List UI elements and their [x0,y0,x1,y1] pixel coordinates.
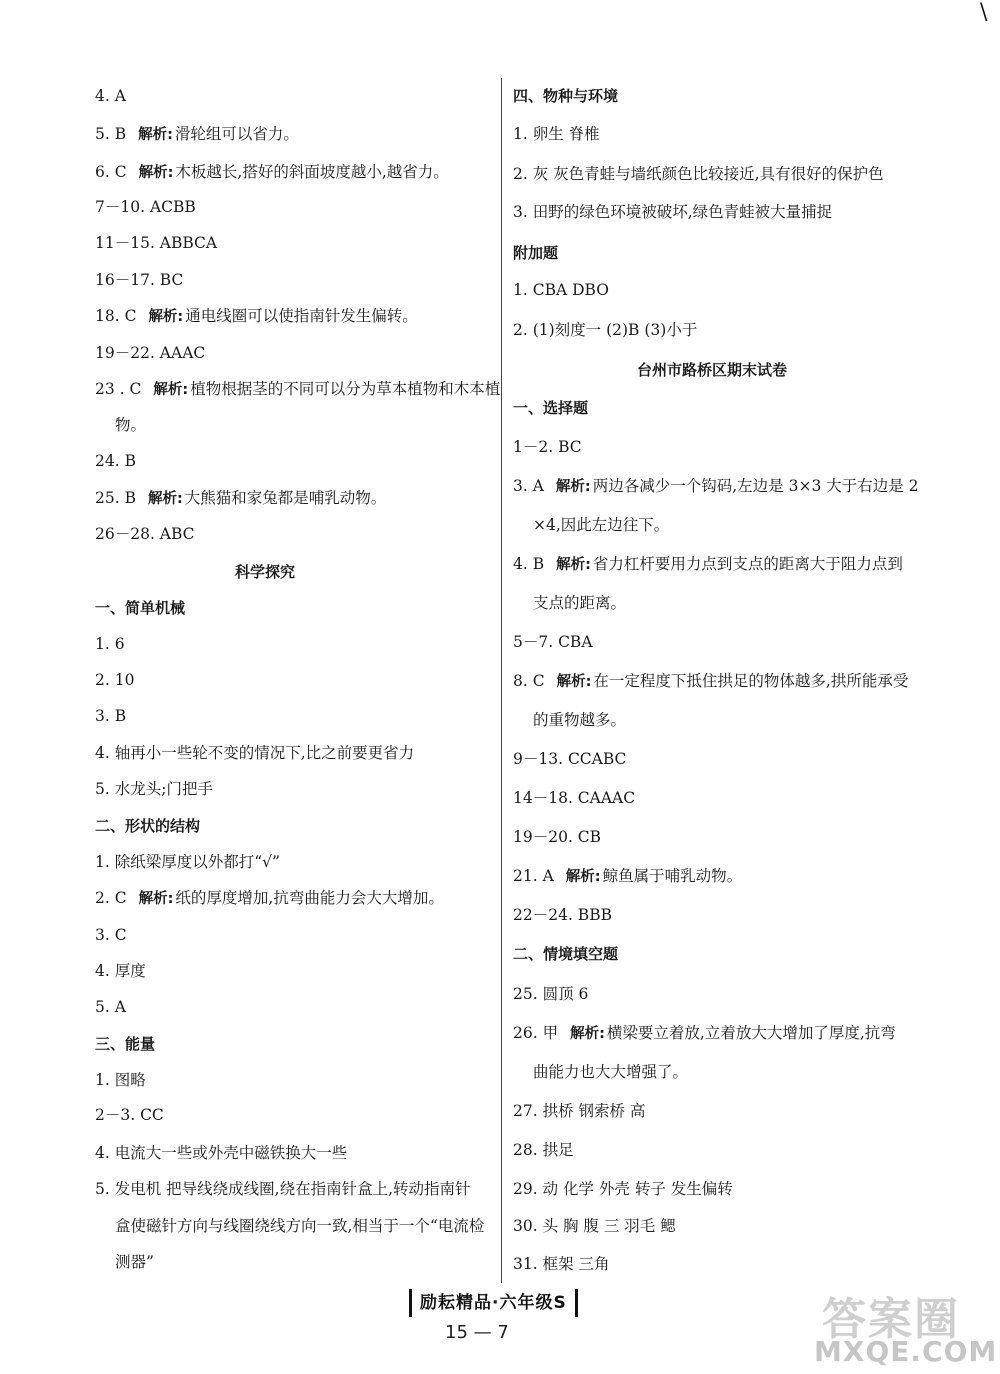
answer-line [513,671,908,691]
answer-line [513,164,884,184]
watermark [802,1283,998,1369]
answer-number: 2－3. CC [95,1106,164,1124]
footer-brand: 励耘精品·六年级S [409,1289,578,1317]
answer-line [513,632,605,652]
answer-line [513,827,613,847]
answer-text: 三、能量 [95,1035,156,1053]
answer-text: 3. 田野的绿色环境被破坏,绿色青蛙被大量捕捉 [513,203,833,221]
answer-number: 3. A [513,477,544,495]
answer-text: 29. 动 化学 外壳 转子 发生偏转 [513,1180,733,1198]
answer-line [513,280,609,300]
answer-text: 1. CBA DBO [513,281,609,299]
answer-line [533,710,626,730]
answer-text: 木板越长,搭好的斜面坡度越小,越省力。 [175,163,449,181]
answer-text: 的重物越多。 [533,711,627,729]
answer-line [513,202,832,222]
answer-number: 2. 10 [95,671,135,689]
answer-line [533,515,669,535]
answer-text: 4. 电流大一些或外壳中磁铁换大一些 [95,1144,348,1162]
answer-text: 1. 除纸梁厚度以外都打“√” [95,853,280,871]
answer-number: 19－20. CB [513,828,602,846]
answer-number: 4. B [513,555,545,573]
answer-line [533,1062,688,1082]
answer-text: 31. 框架 三角 [513,1255,610,1273]
answer-line [533,593,626,613]
answer-line [513,1179,733,1199]
answer-text: 植物根据茎的不同可以分为草本植物和木本植 [190,380,501,398]
answer-text: 纸的厚度增加,抗弯曲能力会大大增加。 [175,889,444,907]
answer-number: 24. B [95,452,136,470]
answer-number: 7－10. ACBB [95,198,196,216]
page-number: 15 — 7 [445,1322,509,1343]
analysis-tag: 解析: [138,127,173,143]
answer-text: 4. 轴再小一些轮不变的情况下,比之前要更省力 [95,744,415,762]
answer-text: 1. 卵生 脊椎 [513,125,600,143]
answer-line [513,1216,676,1236]
answer-text: 支点的距离。 [533,594,627,612]
analysis-tag: 解析: [555,479,591,495]
answer-text: 在一定程度下抵住拱足的物体越多,拱所能承受 [593,672,909,690]
answer-text: 25. 圆顶 6 [513,985,589,1003]
section-heading [513,243,558,263]
answer-text: 两边各减少一个钩码,左边是 3×3 大于右边是 2 [592,477,919,495]
answer-number: 4. A [95,87,126,105]
answer-number: 6. C [95,163,127,181]
answer-line [513,1140,574,1160]
answer-number: 19－22. AAAC [95,344,206,362]
answer-number: 2. C [95,889,127,907]
answer-number: 14－18. CAAAC [513,789,636,807]
analysis-tag: 解析: [148,309,184,325]
answer-text: 横梁要立着放,立着放大大增加了厚度,抗弯 [606,1024,896,1042]
answer-text: 盒使磁针方向与线圈绕线方向一致,相当于一个“电流检 [115,1217,485,1235]
answer-text: 附加题 [513,244,559,262]
analysis-tag: 解析: [138,891,174,907]
answer-text: 二、形状的结构 [95,817,201,835]
answer-line [513,984,588,1004]
answer-text: 通电线圈可以使指南针发生偏转。 [185,307,418,325]
answer-text: 2. (1)刻度一 (2)B (3)小于 [513,321,698,339]
watermark-logo: 答案圈 [822,1294,960,1345]
answer-line [513,749,638,769]
answer-line [513,788,647,808]
answer-text: 1. 图略 [95,1071,146,1089]
answer-text: 滑轮组可以省力。 [174,125,299,143]
answer-text: 鲸鱼属于哺乳动物。 [602,867,743,885]
answer-text: 5. 水龙头;门把手 [95,780,213,798]
answer-text: 测器” [115,1253,154,1271]
column-divider [501,78,502,1283]
answer-number: 16－17. BC [95,271,184,289]
answer-line [513,554,903,574]
section-heading [513,398,588,418]
answer-number: 5. B [95,125,127,143]
analysis-tag: 解析: [556,557,591,573]
answer-text: 物。 [115,416,147,434]
answer-text: 二、情境填空题 [513,945,619,963]
answer-number: 5. A [95,998,126,1016]
answer-number: 3. B [95,707,127,725]
answer-line [513,1254,610,1274]
section-heading [513,86,618,106]
answer-number: 18. C [95,307,137,325]
answer-line [513,905,624,925]
answer-number: 8. C [513,672,545,690]
answer-text: ×4,因此左边往下。 [533,516,670,534]
answer-text: 一、简单机械 [95,599,186,617]
answer-text: 台州市路桥区期末试卷 [637,361,788,379]
answer-line [513,866,742,886]
answer-number: 25. B [95,489,136,507]
answer-number: 22－24. BBB [513,906,612,924]
answer-number: 5－7. CBA [513,633,593,651]
answer-number: 23 . C [95,380,142,398]
answer-line [513,437,594,457]
answer-number: 26－28. ABC [95,525,195,543]
answer-text: 大熊猫和家兔都是哺乳动物。 [184,489,387,507]
answer-text: 30. 头 胸 腹 三 羽毛 鳃 [513,1217,676,1235]
analysis-tag: 解析: [556,674,592,690]
answer-line [513,1101,645,1121]
corner-mark: \ [980,0,988,25]
answer-text: 科学探究 [235,563,296,581]
answer-text: 一、选择题 [513,399,589,417]
analysis-tag: 解析: [147,491,183,507]
answer-number: 9－13. CCABC [513,750,627,768]
answer-line [513,476,919,496]
answer-number: 11－15. ABBCA [95,234,218,252]
section-title [637,360,787,380]
answer-line [513,1023,896,1043]
answer-number: 26. 甲 [513,1024,559,1042]
answer-number: 1－2. BC [513,438,582,456]
answer-text: 4. 厚度 [95,962,146,980]
analysis-tag: 解析: [153,382,189,398]
answer-number: 21. A [513,867,554,885]
answer-text: 四、物种与环境 [513,87,619,105]
section-heading [513,944,618,964]
analysis-tag: 解析: [570,1026,605,1042]
answer-line [513,124,600,144]
answer-text: 5. 发电机 把导线绕成线圈,绕在指南针盒上,转动指南针 [95,1180,471,1198]
answer-number: 3. C [95,926,127,944]
analysis-tag: 解析: [138,165,174,181]
answer-line [513,320,697,340]
answer-text: 曲能力也大大增强了。 [533,1063,689,1081]
answer-text: 28. 拱足 [513,1141,574,1159]
watermark-url: MXQE.COM [814,1335,998,1368]
answer-text: 省力杠杆要用力点到支点的距离大于阻力点到 [592,555,903,573]
answer-text: 27. 拱桥 钢索桥 高 [513,1102,646,1120]
answer-number: 1. 6 [95,635,125,653]
analysis-tag: 解析: [565,869,601,885]
answer-text: 2. 灰 灰色青蛙与墙纸颜色比较接近,具有很好的保护色 [513,165,884,183]
